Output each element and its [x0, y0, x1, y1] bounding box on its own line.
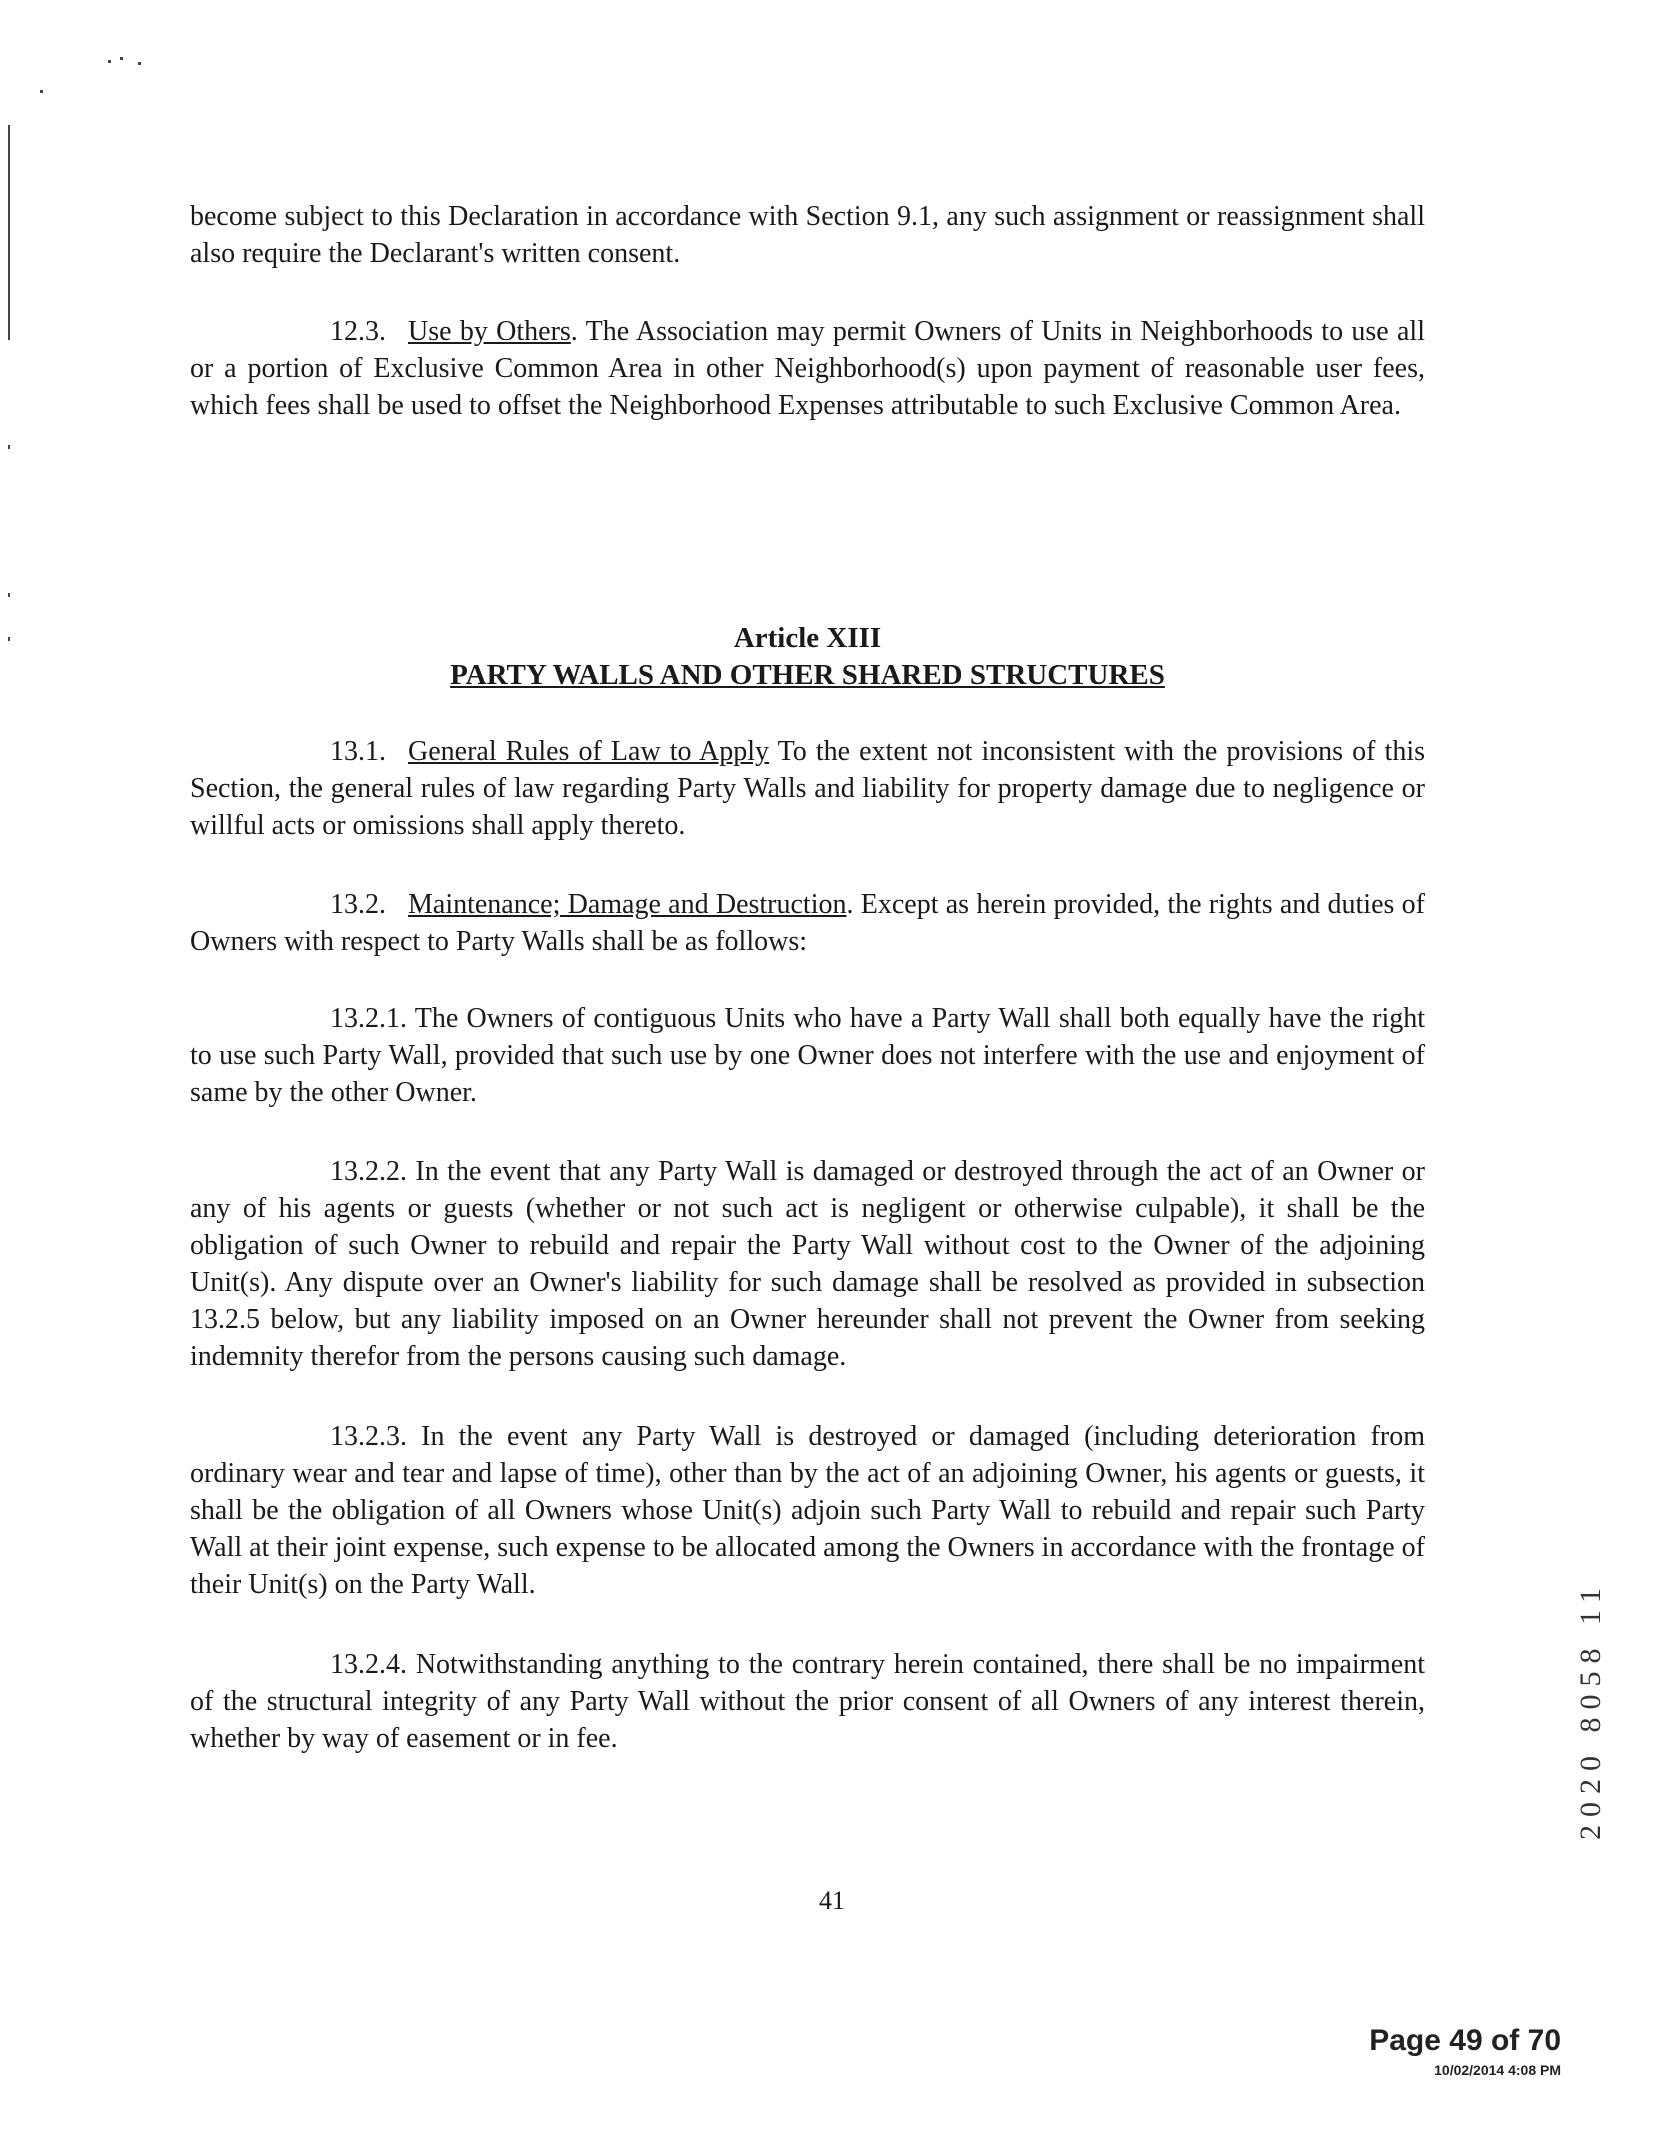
- print-timestamp: 10/02/2014 4:08 PM: [1434, 2062, 1561, 2078]
- section-number: 13.2.: [330, 889, 386, 920]
- scan-mark: [120, 57, 123, 60]
- section-number: 12.3.: [330, 316, 386, 347]
- continuation-paragraph: become subject to this Declaration in accordance with Section 9.1, any such assignment or reassignment shall also require the Declarant's written consent.: [190, 201, 1425, 269]
- scan-mark: [108, 60, 111, 63]
- section-13-2: [190, 886, 1425, 960]
- section-13-2-2: 13.2.2. In the event that any Party Wall is damaged or destroyed through the act of an Owner or any of his agents or guests (whether or not such act is negligent or otherwise culpable), it shall be the obligation of such Owner to rebuild and repair the Party Wall without cost to the Owner of the adjoining Unit(s). Any dispute over an Owner's liability for such damage shall be resolved as provided in subsection 13.2.5 below, but any liability imposed on an Owner hereunder shall not prevent the Owner from seeking indemnity therefor from the persons causing such damage.: [190, 1156, 1425, 1372]
- section-12-3: [190, 313, 1425, 424]
- section-body: . The Association may permit Owners of Units in Neighborhoods to use all or a portion of Exclusive Common Area in other Neighborhood(s) upon payment of reasonable user fees, which fees shall be used to offset the Neighborhood Expenses attributable to such Exclusive Common Area.: [190, 316, 1425, 421]
- section-body: To the extent not inconsistent with the provisions of this Section, the general rules of law regarding Party Walls and liability for property damage due to negligence or willful acts or omissions shall apply thereto.: [190, 736, 1425, 841]
- scan-mark: [8, 125, 10, 340]
- scan-mark: [8, 637, 10, 641]
- page-count-label: Page 49 of 70: [1369, 2024, 1561, 2057]
- scan-mark: [138, 62, 141, 65]
- section-title: Use by Others: [408, 316, 571, 347]
- section-13-2-1: 13.2.1. The Owners of contiguous Units who have a Party Wall shall both equally have the right to use such Party Wall, provided that such use by one Owner does not interfere with the use and enjoyment of same by the other Owner.: [190, 1003, 1425, 1108]
- section-title: General Rules of Law to Apply: [408, 736, 770, 767]
- article-heading: [190, 620, 1425, 694]
- recording-stamp-text: 2020 8058 11: [1574, 1580, 1607, 1840]
- section-number: 13.1.: [330, 736, 386, 767]
- scan-mark: [8, 445, 10, 449]
- section-body: . Except as herein provided, the rights and duties of Owners with respect to Party Walls shall be as follows:: [190, 889, 1425, 957]
- section-title: Maintenance; Damage and Destruction: [408, 889, 847, 920]
- section-13-2-3: 13.2.3. In the event any Party Wall is destroyed or damaged (including deterioration from ordinary wear and tear and lapse of time), other than by the act of an adjoining Owner, his agents or guests, it shall be the obligation of all Owners whose Unit(s) adjoin such Party Wall to rebuild and repair such Party Wall at their joint expense, such expense to be allocated among the Owners in accordance with the frontage of their Unit(s) on the Party Wall.: [190, 1421, 1425, 1600]
- scan-mark: [8, 593, 10, 597]
- section-13-1: [190, 733, 1425, 844]
- article-title: PARTY WALLS AND OTHER SHARED STRUCTURES: [450, 659, 1165, 691]
- section-13-2-4: 13.2.4. Notwithstanding anything to the contrary herein contained, there shall be no impairment of the structural integrity of any Party Wall without the prior consent of all Owners of any interest therein, whether by way of easement or in fee.: [190, 1649, 1425, 1754]
- recording-stamp: [1538, 1520, 1607, 1860]
- page-number: 41: [819, 1886, 845, 1915]
- scan-mark: [40, 90, 43, 93]
- article-label: Article XIII: [733, 622, 882, 654]
